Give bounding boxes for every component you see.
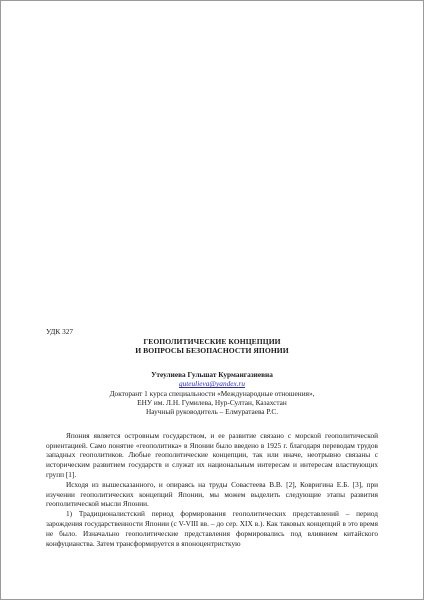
article-body (46, 431, 378, 549)
author-block (46, 370, 378, 417)
author-affiliation-line-1: Докторант 1 курса специальности «Международные отношения», (109, 388, 315, 398)
article-title (46, 337, 378, 356)
author-affiliation-line-2: ЕНУ им. Л.Н. Гумилева, Нур-Султан, Казахстан (137, 398, 287, 408)
author-email-link[interactable]: guteulieva@yandex.ru (178, 379, 246, 389)
page-content (46, 327, 378, 548)
article-title-line-1: ГЕОПОЛИТИЧЕСКИЕ КОНЦЕПЦИИ (143, 337, 281, 346)
document-page (1, 1, 423, 599)
supervisor-line: Научный руководитель – Елмуратаева Р.С. (145, 407, 279, 417)
udk-code: УДК 327 (46, 327, 74, 336)
author-name: Утеулиева Гульшат Курмангазиевна (151, 369, 273, 379)
article-title-line-2: И ВОПРОСЫ БЕЗОПАСНОСТИ ЯПОНИИ (135, 346, 289, 356)
body-paragraph-3: 1) Традиционалистский период формирования геополитических представлений – период зарождения государственности Японии (с V-VIII вв. – до сер. XIX в.). Как таковых концепций в это время не было. Изначально геополитические представления формировались под влиянием китайского конфуцианства. Затем трансформируется в японоцентристкую (46, 509, 378, 548)
body-paragraph-2: Исходя из вышесказанного, и опираясь на труды Совастеева В.В. [2], Ковригина Е.Б. [3], при изучении геополитических концепций Японии, мы можем выделить следующие этапы развития геополитической мысли Японии. (46, 479, 378, 509)
body-paragraph-1: Япония является островным государством, и ее развитие связано с морской геополитической ориентацией. Само понятие «геополитика» в Японии было введено в 1925 г. благодаря переводам трудов западных геополитиков. Любые геополитические концепции, так или иначе, неотрывно связаны с историческим развитием государств и служат их национальным интересам и интересам властвующих групп [1]. (46, 430, 378, 480)
